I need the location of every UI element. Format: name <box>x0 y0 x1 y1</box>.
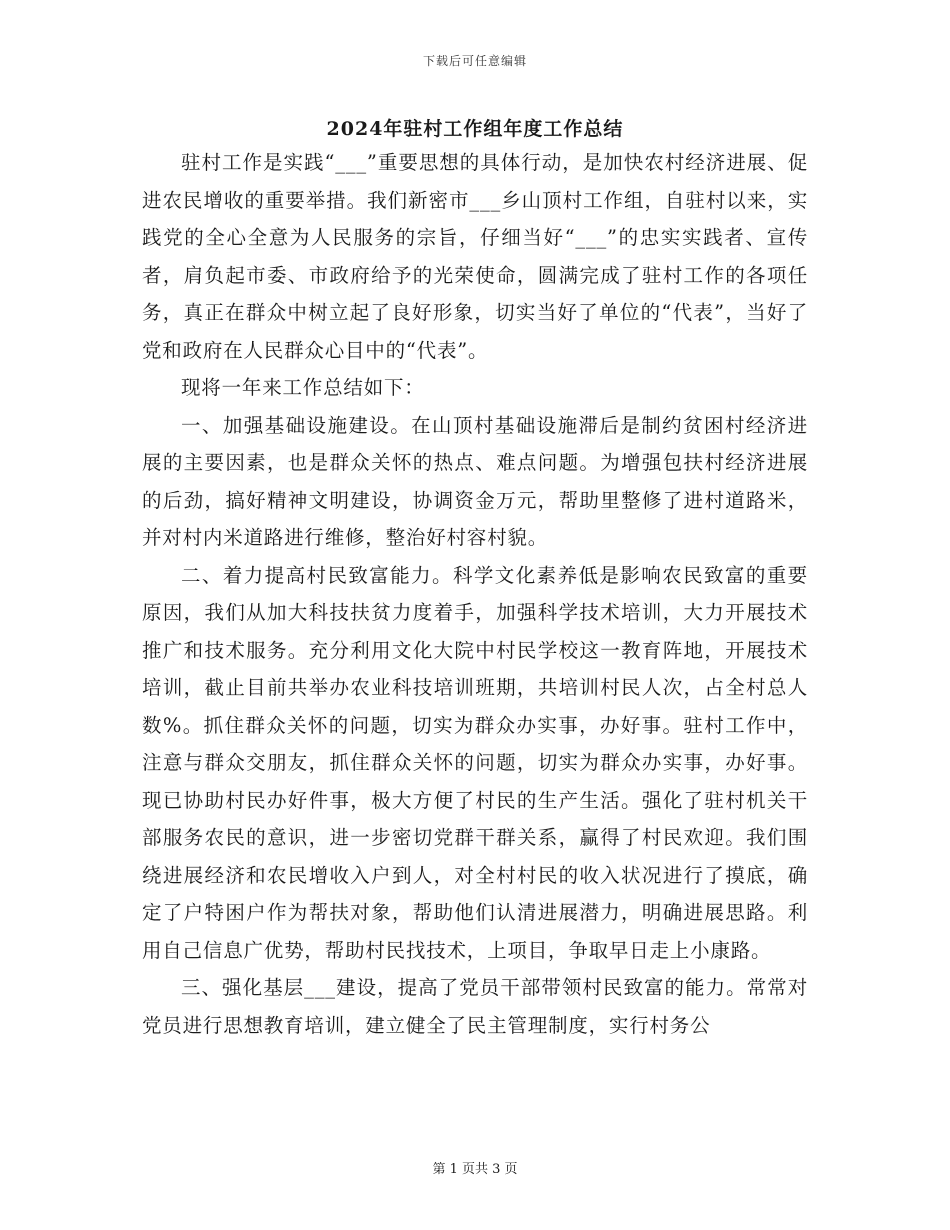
paragraph-section-1: 一、加强基础设施建设。在山顶村基础设施滞后是制约贫困村经济进展的主要因素，也是群众关怀的热点、难点问题。为增强包扶村经济进展的后劲，搞好精神文明建设，协调资金万元，帮助里整修了进村道路米，并对村内米道路进行维修，整治好村容村貌。 <box>142 413 808 549</box>
paragraph-section-3: 三、强化基层___建设，提高了党员干部带领村民致富的能力。常常对党员进行思想教育培训，建立健全了民主管理制度，实行村务公 <box>142 976 808 1037</box>
page-header-note: 下载后可任意编辑 <box>422 54 527 68</box>
paragraph-section-2: 二、着力提高村民致富能力。科学文化素养低是影响农民致富的重要原因，我们从加大科技扶贫力度着手，加强科学技术培训，大力开展技术推广和技术服务。充分利用文化大院中村民学校这一教育阵地，开展技术培训，截止目前共举办农业科技培训班期，共培训村民人次，占全村总人数%。抓住群众关怀的问题，切实为群众办实事，办好事。驻村工作中，注意与群众交朋友，抓住群众关怀的问题，切实为群众办实事，办好事。现已协助村民办好件事，极大方便了村民的生产生活。强化了驻村机关干部服务农民的意识，进一步密切党群干群关系，赢得了村民欢迎。我们围绕进展经济和农民增收入户到人，对全村村民的收入状况进行了摸底，确定了户特困户作为帮扶对象，帮助他们认清进展潜力，明确进展思路。利用自己信息广优势，帮助村民找技术，上项目，争取早日走上小康路。 <box>142 563 808 962</box>
paragraph-summary-lead: 现将一年来工作总结如下： <box>181 376 425 399</box>
document-body <box>142 144 808 1044</box>
paragraph-intro: 驻村工作是实践“___”重要思想的具体行动，是加快农村经济进展、促进农民增收的重要举措。我们新密市___乡山顶村工作组，自驻村以来，实践党的全心全意为人民服务的宗旨，仔细当好“___”的忠实实践者、宣传者，肩负起市委、市政府给予的光荣使命，圆满完成了驻村工作的各项任务，真正在群众中树立起了良好形象，切实当好了单位的“代表”，当好了党和政府在人民群众心目中的“代表”。 <box>142 151 808 362</box>
page-number-footer: 第 1 页共 3 页 <box>432 1162 518 1177</box>
document-title: 2024年驻村工作组年度工作总结 <box>326 118 624 140</box>
